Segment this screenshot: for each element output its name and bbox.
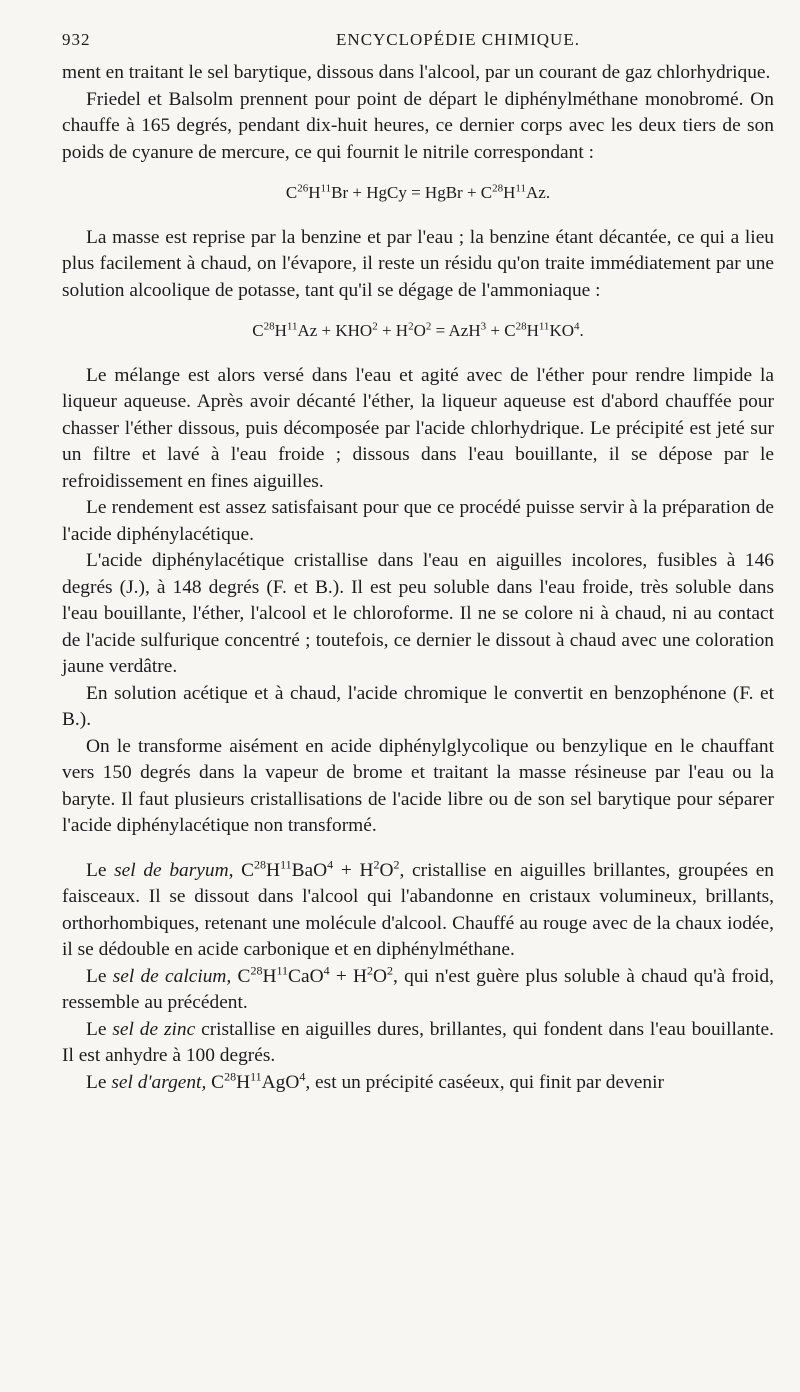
paragraph-calcium-salt: Le sel de calcium, $C^{28}H^{11}CaO^4 + H^2O^2$, qui n'est guère plus soluble à chaud qu'à froid, ressemble au précédent. xyxy=(62,963,774,1013)
equation-2: $C^{28}H^{11}Az + KHO^2 + H^2O^2 = AzH^3 + C^{28}H^{11}KO^4$. xyxy=(252,320,584,340)
paragraph-barium-salt: Le sel de baryum, $C^{28}H^{11}BaO^4 + H^2O^2$, cristallise en aiguilles brillantes, groupées en faisceaux. Il se dissout dans l'alcool qui l'abandonne en cristaux volumineux, brillants, orthorhombiques, retenant une molécule d'alcool. Chauffé au rouge avec de la chaux iodée, il se dédouble en acide carbonique et en diphénylméthane. xyxy=(62,857,774,960)
paragraph-5: Le rendement est assez satisfaisant pour que ce procédé puisse servir à la préparation de l'acide diphénylacétique. xyxy=(62,497,774,545)
paragraph-8: On le transforme aisément en acide diphénylglycolique ou benzylique en le chauffant vers 150 degrés dans la vapeur de brome et traitant la masse résineuse par l'eau ou la baryte. Il faut plusieurs cristallisations de l'acide libre ou de son sel barytique pour séparer l'acide diphénylacétique non transformé. xyxy=(62,735,774,836)
paragraph-1: ment en traitant le sel barytique, dissous dans l'alcool, par un courant de gaz chlorhydrique. xyxy=(62,62,771,83)
running-title: ENCYCLOPÉDIE CHIMIQUE. xyxy=(336,30,580,49)
paragraph-7: En solution acétique et à chaud, l'acide chromique le convertit en benzophénone (F. et B.). xyxy=(62,682,774,730)
spacer xyxy=(62,840,774,858)
paragraph-6: L'acide diphénylacétique cristallise dans l'eau en aiguilles incolores, fusibles à 146 degrés (J.), à 148 degrés (F. et B.). Il est peu soluble dans l'eau froide, très soluble dans l'eau bouillante, l'éther, l'alcool et le chloroforme. Il ne se colore ni à chaud, ni au contact de l'acide sulfurique concentré ; toutefois, ce dernier le dissout à chaud avec une coloration jaune verdâtre. xyxy=(62,550,774,677)
page-number: 932 xyxy=(62,30,91,49)
paragraph-2: Friedel et Balsolm prennent pour point de départ le diphénylméthane monobromé. On chauffe à 165 degrés, pendant dix-huit heures, ce dernier corps avec les deux tiers de son poids de cyanure de mercure, ce qui fournit le nitrile correspondant : xyxy=(62,88,774,163)
paragraph-silver-salt: Le sel d'argent, $C^{28}H^{11}AgO^4$, est un précipité caséeux, qui finit par devenir xyxy=(86,1069,664,1093)
equation-1: $C^{26}H^{11}Br$ + HgCy = HgBr + $C^{28}H^{11}Az$. xyxy=(285,182,551,202)
paragraph-4: Le mélange est alors versé dans l'eau et agité avec de l'éther pour rendre limpide la liqueur aqueuse. Après avoir décanté l'éther, la liqueur aqueuse est d'abord chauffée pour chasser l'éther dissous, puis décomposée par l'acide chlorhydrique. Le précipité est jeté sur un filtre et lavé à l'eau froide ; dissous dans l'eau bouillante, il se dépose par le refroidissement en fines aiguilles. xyxy=(62,364,774,492)
paragraph-zinc-salt: Le sel de zinc cristallise en aiguilles dures, brillantes, qui fondent dans l'eau bouillante. Il est anhydre à 100 degrés. xyxy=(62,1018,774,1066)
page-header xyxy=(62,30,774,60)
body-text xyxy=(62,60,774,1096)
paragraph-3: La masse est reprise par la benzine et par l'eau ; la benzine étant décantée, ce qui a lieu plus facilement à chaud, on l'évapore, il reste un résidu qu'on traite immédiatement par une solution alcoolique de potasse, tant qu'il se dégage de l'ammoniaque : xyxy=(62,226,774,301)
